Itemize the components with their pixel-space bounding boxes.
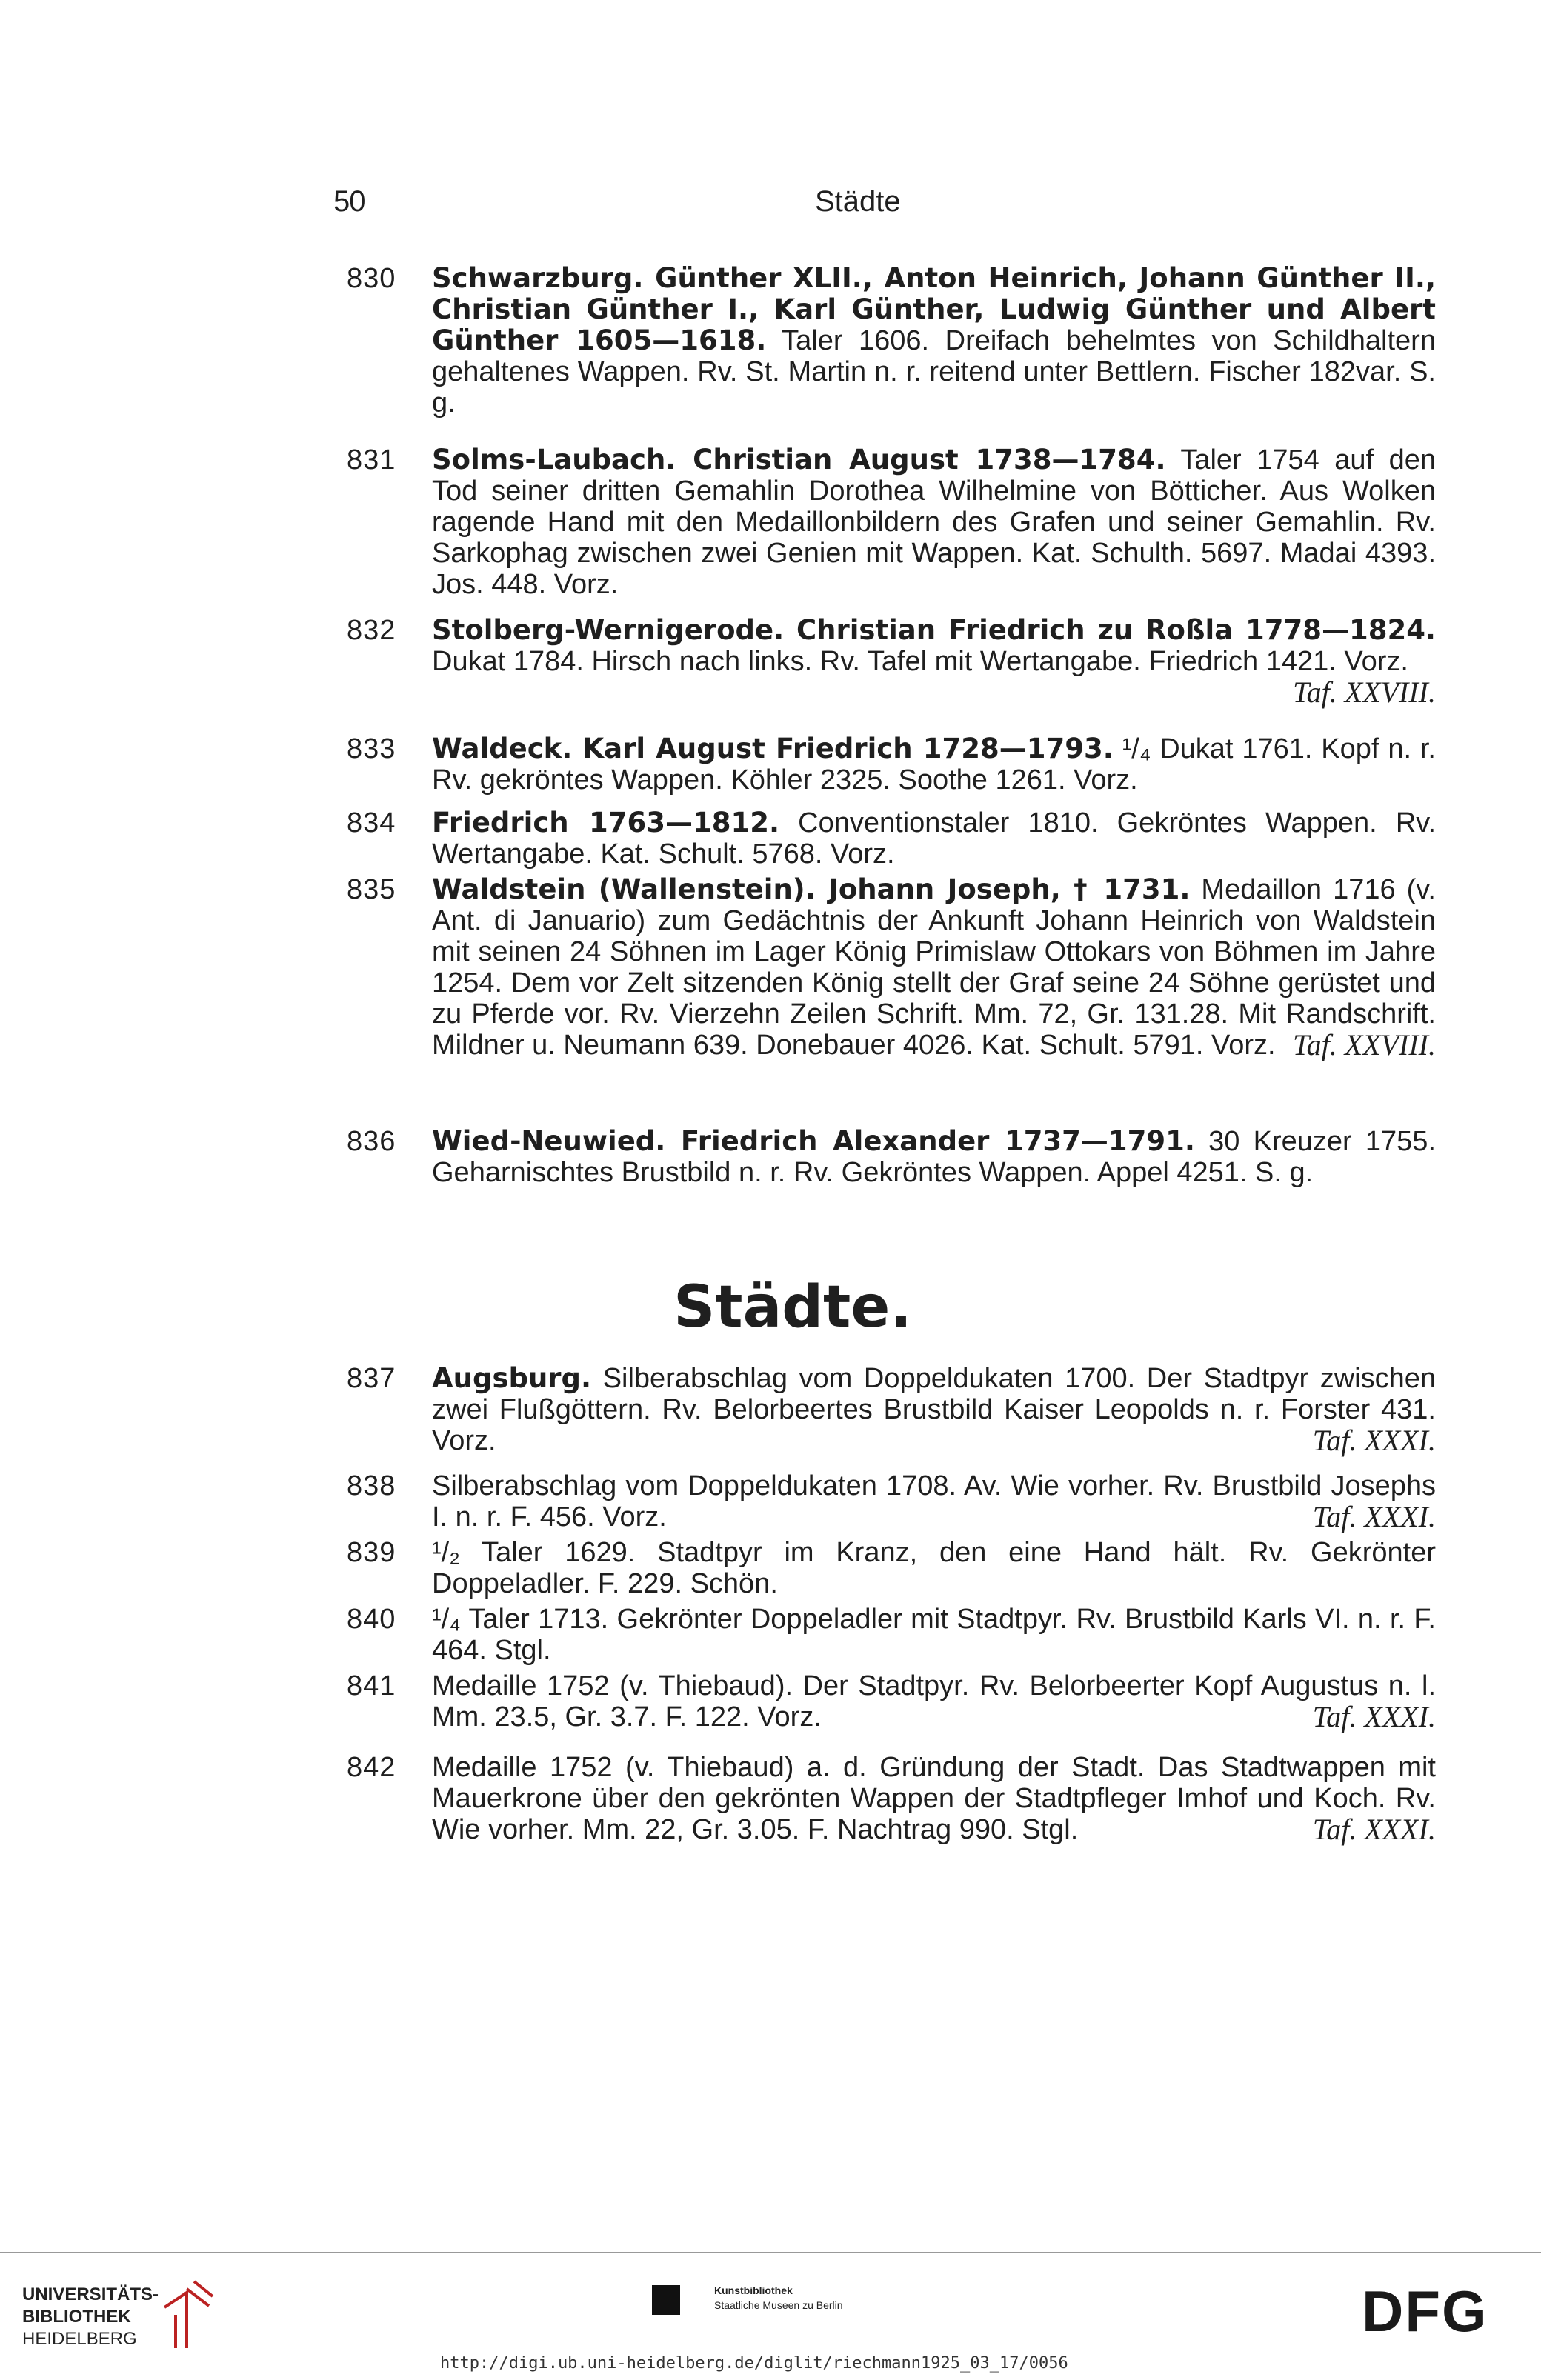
entry-number: 834	[347, 807, 396, 839]
kunstbibliothek-logo[interactable]	[714, 2283, 843, 2313]
entry-heading: Solms-Laubach. Christian August 1738—1784.	[432, 444, 1166, 476]
entry-description: Silberabschlag vom Doppeldukaten 1708. Av. Wie vorher. Rv. Brustbild Josephs I. n. r. F. 456. Vorz.	[432, 1470, 1436, 1533]
section-title: Städte.	[673, 1274, 912, 1341]
permalink-url[interactable]: http://digi.ub.uni-heidelberg.de/diglit/riechmann1925_03_17/0056	[440, 2354, 1068, 2373]
entry-number: 832	[347, 615, 396, 646]
entry-number: 838	[347, 1470, 396, 1501]
entry-description: ¹/₄ Taler 1713. Gekrönter Doppeladler mit Stadtpyr. Rv. Brustbild Karls VI. n. r. F. 464. Stgl.	[432, 1604, 1436, 1666]
entry-text	[432, 615, 1436, 708]
running-header: Städte	[815, 185, 901, 218]
entry-number: 835	[347, 874, 396, 905]
ub-logo-line: HEIDELBERG	[22, 2329, 137, 2349]
entry-number: 830	[347, 263, 396, 294]
entry-text	[432, 1604, 1436, 1666]
entry-number: 841	[347, 1670, 396, 1701]
entry-description: Medaille 1752 (v. Thiebaud) a. d. Gründung der Stadt. Das Stadtwappen mit Mauerkrone über den gekrönten Wappen der Stadtpfleger Imhof und Koch. Rv. Wie vorher. Mm. 22, Gr. 3.05. F. Nachtrag 990. Stgl.	[432, 1752, 1436, 1845]
entry-number: 842	[347, 1752, 396, 1783]
entry-number: 836	[347, 1126, 396, 1157]
entry-number: 837	[347, 1363, 396, 1394]
ub-heidelberg-logo[interactable]	[22, 2284, 159, 2350]
entry-number: 831	[347, 444, 396, 476]
plate-reference: Taf. XXVIII.	[1293, 676, 1436, 709]
entry-text	[432, 874, 1436, 1061]
ub-logo-line: BIBLIOTHEK	[22, 2307, 131, 2327]
entry-description: ¹/₂ Taler 1629. Stadtpyr im Kranz, den eine Hand hält. Rv. Gekrönter Doppeladler. F. 229. Schön.	[432, 1537, 1436, 1599]
entry-text	[432, 263, 1436, 419]
entry-description: Medaille 1752 (v. Thiebaud). Der Stadtpyr. Rv. Belorbeerter Kopf Augustus n. l. Mm. 23.5, Gr. 3.7. F. 122. Vorz.	[432, 1670, 1436, 1733]
entry-description: 30 Kreuzer 1755. Geharnischtes Brustbild n. r. Rv. Gekröntes Wappen. Appel 4251. S. g.	[432, 1126, 1436, 1188]
kunstbibliothek-icon	[652, 2285, 680, 2315]
entry-description: ¹/₄ Dukat 1761. Kopf n. r. Rv. gekröntes Wappen. Köhler 2325. Soothe 1261. Vorz.	[432, 733, 1436, 796]
entry-text	[432, 1470, 1436, 1533]
entry-text	[432, 444, 1436, 600]
entry-number: 840	[347, 1604, 396, 1635]
plate-reference: Taf. XXXI.	[1312, 1700, 1436, 1733]
entry-description: Silberabschlag vom Doppeldukaten 1700. Der Stadtpyr zwischen zwei Flußgöttern. Rv. Belorbeertes Brustbild Kaiser Leopolds n. r. Forster 431. Vorz.	[432, 1363, 1436, 1456]
plate-reference: Taf. XXXI.	[1312, 1500, 1436, 1533]
entry-description: Taler 1754 auf den Tod seiner dritten Gemahlin Dorothea Wilhelmine von Bötticher. Aus Wolken ragende Hand mit den Medaillonbildern des Grafen und seiner Gemahlin. Rv. Sarkophag zwischen zwei Genien mit Wappen. Kat. Schulth. 5697. Madai 4393. Jos. 448. Vorz.	[432, 444, 1436, 600]
kb-logo-line: Staatliche Museen zu Berlin	[714, 2299, 843, 2311]
kb-logo-line: Kunstbibliothek	[714, 2284, 793, 2296]
entry-text	[432, 1126, 1436, 1188]
entry-text	[432, 1670, 1436, 1733]
entry-heading: Friedrich 1763—1812.	[432, 807, 780, 839]
entry-description: Conventionstaler 1810. Gekröntes Wappen. Rv. Wertangabe. Kat. Schult. 5768. Vorz.	[432, 807, 1436, 870]
ub-logo-line: UNIVERSITÄTS-	[22, 2284, 159, 2304]
plate-reference: Taf. XXXI.	[1312, 1813, 1436, 1846]
ub-mark-icon	[157, 2278, 216, 2352]
page-number: 50	[333, 185, 365, 218]
entry-text	[432, 1537, 1436, 1599]
entry-description: Dukat 1784. Hirsch nach links. Rv. Tafel mit Wertangabe. Friedrich 1421. Vorz.	[432, 646, 1408, 677]
entry-heading: Waldstein (Wallenstein). Johann Joseph, † 1731.	[432, 873, 1191, 905]
dfg-logo[interactable]: DFG	[1362, 2279, 1488, 2344]
plate-reference: Taf. XXVIII.	[1293, 1028, 1436, 1061]
entry-heading: Schwarzburg. Günther XLII., Anton Heinrich, Johann Günther II., Christian Günther I., Karl Günther, Ludwig Günther und Albert Günther 1605—1618.	[432, 262, 1436, 356]
entry-heading: Augsburg.	[432, 1362, 592, 1394]
plate-reference: Taf. XXXI.	[1312, 1424, 1436, 1457]
entry-text	[432, 733, 1436, 796]
entry-text	[432, 1363, 1436, 1456]
entry-description: Taler 1606. Dreifach behelmtes von Schildhaltern gehaltenes Wappen. Rv. St. Martin n. r. reitend unter Bettlern. Fischer 182var. S. g.	[432, 325, 1436, 419]
entry-heading: Stolberg-Wernigerode. Christian Friedrich zu Roßla 1778—1824.	[432, 614, 1436, 646]
entry-text	[432, 1752, 1436, 1845]
entry-heading: Wied-Neuwied. Friedrich Alexander 1737—1791.	[432, 1125, 1195, 1157]
entry-text	[432, 807, 1436, 870]
entry-number: 839	[347, 1537, 396, 1568]
entry-description: Medaillon 1716 (v. Ant. di Januario) zum Gedächtnis der Ankunft Johann Heinrich von Waldstein mit seinen 24 Söhnen im Lager König Primislaw Ottokars von Böhmen im Jahre 1254. Dem vor Zelt sitzenden König stellt der Graf seine 24 Söhne gerüstet und zu Pferde vor. Rv. Vierzehn Zeilen Schrift. Mm. 72, Gr. 131.28. Mit Randschrift. Mildner u. Neumann 639. Donebauer 4026. Kat. Schult. 5791. Vorz.	[432, 874, 1436, 1061]
entry-heading: Waldeck. Karl August Friedrich 1728—1793.	[432, 733, 1114, 764]
entry-number: 833	[347, 733, 396, 764]
footer-divider	[0, 2252, 1541, 2253]
